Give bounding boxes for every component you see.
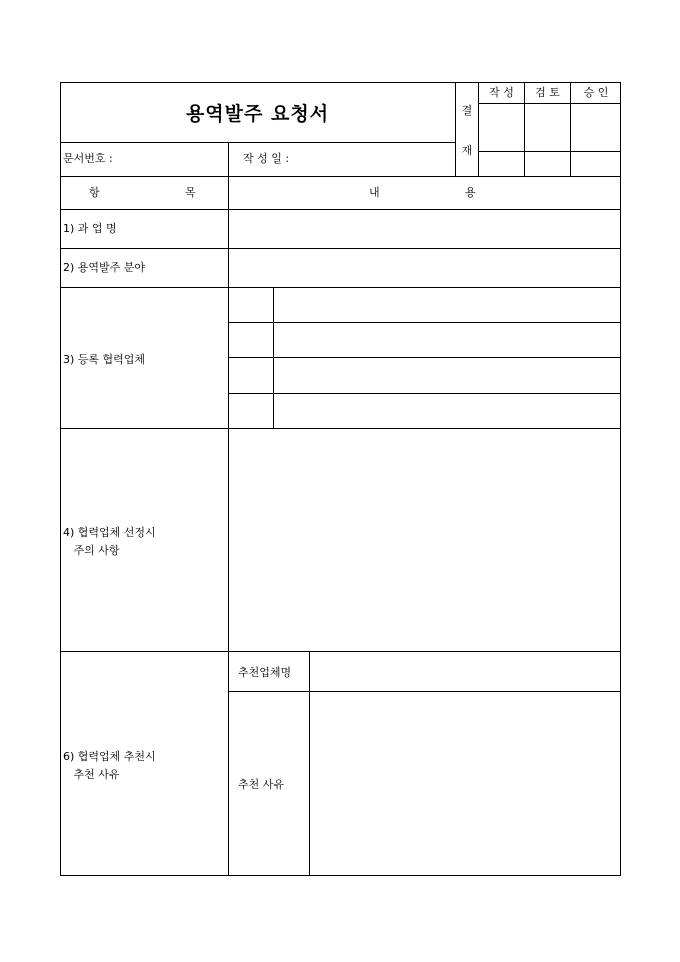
row-selection-notes-label: 4) 협력업체 선정시 주의 사항	[63, 526, 156, 557]
approve-signature-box[interactable]	[571, 104, 621, 151]
partner-entry-1[interactable]	[274, 288, 621, 322]
row-recommendation-label: 6) 협력업체 추천시 추천 사유	[63, 750, 156, 781]
title-bottom-line	[60, 142, 455, 143]
project-name-field[interactable]	[229, 210, 621, 248]
recommendation-reason-field[interactable]	[310, 692, 621, 876]
partner-entry-2[interactable]	[274, 323, 621, 357]
partner-entry-4[interactable]	[274, 394, 621, 428]
order-field-input[interactable]	[229, 249, 621, 287]
approval-label-top: 결	[461, 104, 473, 117]
row-order-field-label: 2) 용역발주 분야	[63, 261, 146, 274]
row-project-name-label: 1) 과 업 명	[63, 222, 117, 235]
approval-col-writer: 작 성	[489, 86, 514, 99]
header-item-left: 항	[89, 186, 100, 199]
approval-col-review: 검 토	[535, 86, 560, 99]
document-title: 용역발주 요청서	[185, 102, 330, 125]
row-registered-partners-label: 3) 등록 협력업체	[63, 353, 146, 366]
partner-entry-3[interactable]	[274, 358, 621, 393]
doc-number-label: 문서번호 :	[63, 152, 113, 165]
approval-col-approve: 승 인	[583, 86, 609, 99]
approval-sign-line	[478, 151, 621, 152]
header-content-right: 용	[465, 186, 476, 199]
recommended-company-label: 추천업체명	[238, 666, 292, 679]
recommended-company-field[interactable]	[310, 652, 621, 691]
review-signature-box[interactable]	[525, 104, 570, 151]
date-label: 작 성 일 :	[243, 152, 290, 165]
request-form	[60, 82, 621, 876]
selection-notes-field[interactable]	[229, 429, 621, 651]
approval-label-bottom: 재	[461, 144, 473, 157]
approval-divider	[455, 82, 456, 176]
recommendation-reason-label: 추천 사유	[238, 778, 285, 791]
docnum-date-divider	[228, 142, 229, 176]
header-content-left: 내	[369, 186, 380, 199]
writer-signature-box[interactable]	[479, 104, 524, 151]
header-item-right: 목	[185, 186, 196, 199]
header-top-line	[60, 176, 621, 177]
